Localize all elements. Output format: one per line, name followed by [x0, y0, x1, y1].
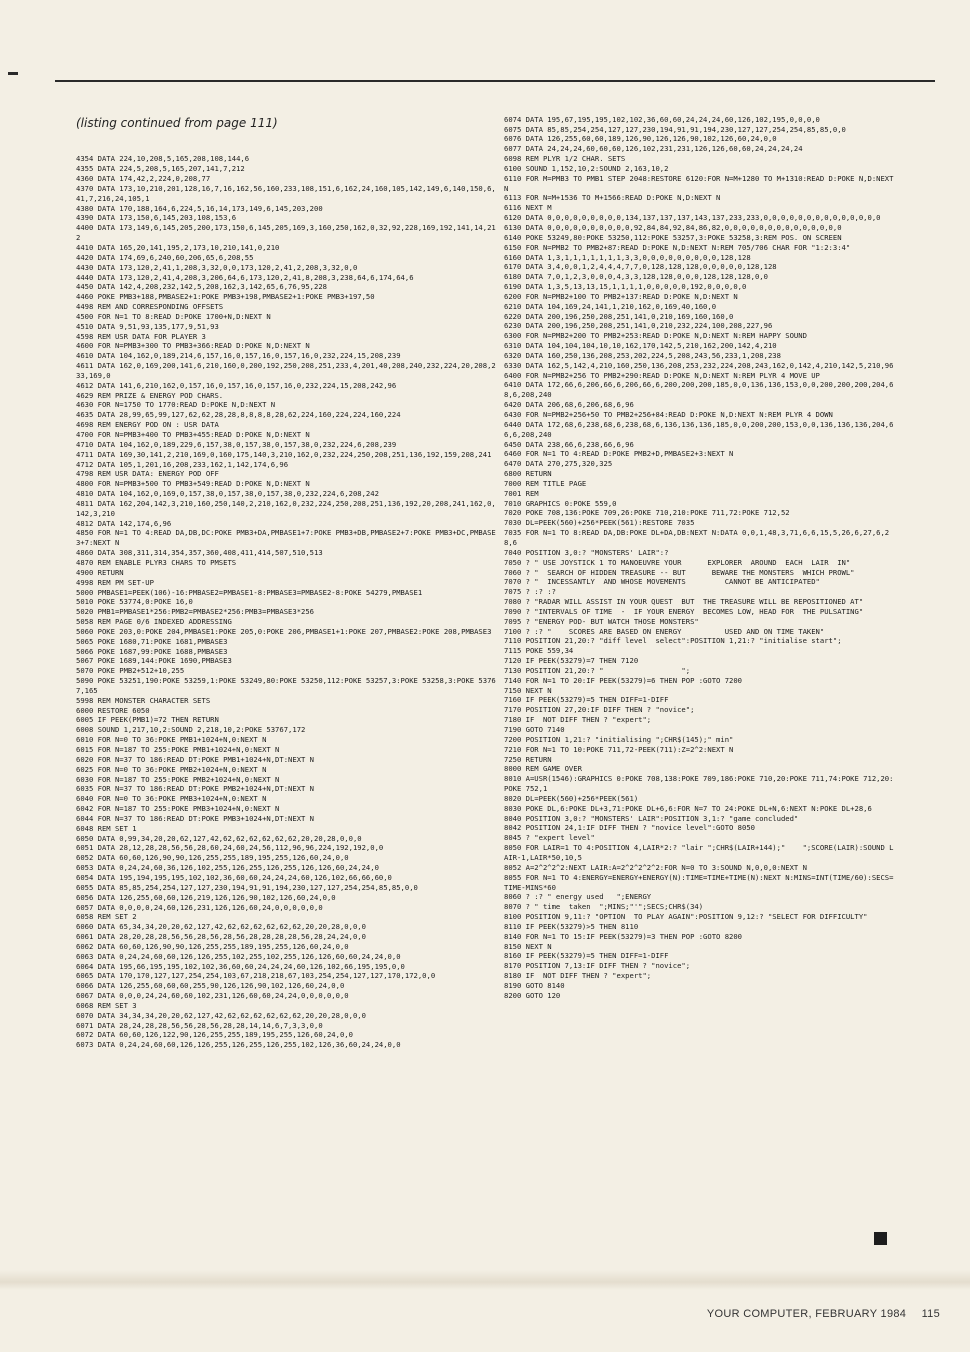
listing-line: 7001 REM: [504, 488, 539, 498]
listing-line: 7210 FOR N=1 TO 10:POKE 711,72-PEEK(711):Z=2^2:NEXT N: [504, 744, 734, 754]
listing-line: 5070 POKE PMB2+512+10,255: [76, 666, 185, 676]
listing-line: 8000 REM GAME OVER: [504, 764, 582, 774]
listing-line: 8100 POSITION 9,11:? "OPTION TO PLAY AGAIN":POSITION 9,12:? "SELECT FOR DIFFICULTY": [504, 912, 868, 922]
listing-line: 6400 FOR N=PMB2+256 TO PMB2+290:READ D:POKE N,D:NEXT N:REM PLYR 4 MOVE UP: [504, 370, 820, 380]
listing-line: 6064 DATA 195,66,195,195,102,102,36,60,60,24,24,24,60,126,102,66,195,195,0,0: [76, 961, 405, 971]
listing-line: 5090 POKE 53251,190:POKE 53259,1:POKE 53249,80:POKE 53250,112:POKE 53257,3:POKE 53258,3:POKE 53767,165: [76, 676, 496, 695]
left-lines: [76, 154, 496, 1050]
listing-line: 6160 DATA 1,3,1,1,1,1,1,1,1,3,3,0,0,0,0,0,0,0,0,0,128,128: [504, 252, 751, 262]
listing-line: 6057 DATA 0,0,0,0,24,60,126,231,126,126,60,24,0,0,0,0,0,0: [76, 902, 323, 912]
listing-line: 6074 DATA 195,67,195,195,102,102,36,60,60,24,24,24,60,126,102,195,0,0,0,0: [504, 114, 820, 124]
listing-line: 6800 RETURN: [504, 469, 552, 479]
listing-line: 6056 DATA 126,255,60,60,126,219,126,126,90,102,126,60,24,0,0: [76, 892, 336, 902]
listing-line: 6072 DATA 60,60,126,122,90,126,255,255,189,195,255,126,60,24,0,0: [76, 1030, 353, 1040]
listing-line: 7010 GRAPHICS 0:POKE 559,0: [504, 498, 617, 508]
listing-line: 8050 FOR LAIR=1 TO 4:POSITION 4,LAIR*2:? "lair ";CHR$(LAIR+144);" ";SCORE(LAIR):SOUND LAIR-1,LAIR*50,10,5: [504, 843, 894, 862]
listing-line: 6055 DATA 85,85,254,254,127,127,230,194,91,91,194,230,127,127,254,254,85,85,0,0: [76, 882, 418, 892]
listing-line: 6150 FOR N=PMB2 TO PMB2+87:READ D:POKE N,D:NEXT N:REM 705/706 CHAR FOR "1:2:3:4": [504, 242, 851, 252]
listing-line: 4400 DATA 173,149,6,145,205,200,173,150,6,145,205,169,3,160,250,162,0,32,92,228,169,192,141,14,212: [76, 223, 496, 243]
listing-line: 7120 IF PEEK(53279)=7 THEN 7120: [504, 656, 639, 666]
listing-line: 6430 FOR N=PMB2+256+50 TO PMB2+256+84:READ D:POKE N,D:NEXT N:REM PLYR 4 DOWN: [504, 410, 833, 419]
listing-line: 6068 REM SET 3: [76, 1000, 137, 1010]
listing-line: 4380 DATA 170,188,164,6,224,5,16,14,173,149,6,145,203,200: [76, 203, 323, 213]
listing-line: 7060 ? " SEARCH OF HIDDEN TREASURE -- BUT BEWARE THE MONSTERS WHICH PROWL": [504, 567, 855, 577]
listing-line: 6113 FOR N=M+1536 TO M+1566:READ D:POKE N,D:NEXT N: [504, 193, 721, 203]
listing-line: 5010 POKE 53774,0:POKE 16,0: [76, 597, 193, 607]
listing-line: 6130 DATA 0,0,0,0,0,0,0,0,0,0,92,84,84,92,84,86,82,0,0,0,0,0,0,0,0,0,0,0,0,0,0: [504, 222, 842, 232]
listing-line: 6110 FOR M=PMB3 TO PMB1 STEP 2048:RESTORE 6120:FOR N=M+1280 TO M+1310:READ D:POKE N,D:NEXT N: [504, 173, 898, 193]
listing-line: 8040 POSITION 3,0:? "MONSTERS' LAIR":POSITION 3,1:? "game concluded": [504, 813, 799, 823]
listing-line: 4510 DATA 9,51,93,135,177,9,51,93: [76, 321, 219, 331]
listing-line: 6065 DATA 170,170,127,127,254,254,103,67,218,218,67,103,254,254,127,127,170,172,0,0: [76, 971, 436, 981]
listing-line: 6053 DATA 0,24,24,60,36,126,102,255,126,255,126,255,126,126,60,24,24,0: [76, 863, 379, 873]
listing-line: 6063 DATA 0,24,24,60,60,126,126,255,102,255,102,255,126,126,60,60,24,24,0,0: [76, 951, 401, 961]
listing-line: 6190 DATA 1,3,5,13,13,15,1,1,1,1,0,0,0,0,0,192,0,0,0,0,0: [504, 282, 747, 292]
listing-line: 4635 DATA 28,99,65,99,127,62,62,28,28,8,8,8,8,28,62,224,160,224,224,160,224: [76, 410, 401, 420]
listing-line: 4360 DATA 174,42,2,224,0,208,77: [76, 174, 211, 184]
listing-line: 6170 DATA 3,4,0,0,1,2,4,4,4,7,7,0,128,128,128,0,0,0,0,0,128,128: [504, 262, 777, 272]
listing-line: 4420 DATA 174,69,6,240,60,206,65,6,208,55: [76, 252, 254, 262]
listing-line: 7160 IF PEEK(53279)=5 THEN DIFF=1-DIFF: [504, 695, 669, 705]
listing-line: 4860 DATA 308,311,314,354,357,360,408,411,414,507,510,513: [76, 548, 323, 558]
listing-line: 5066 POKE 1687,99:POKE 1688,PMBASE3: [76, 646, 228, 656]
end-of-listing-mark: [874, 1232, 887, 1245]
listing-line: 6052 DATA 60,60,126,90,90,126,255,255,189,195,255,126,60,24,0,0: [76, 853, 349, 863]
listing-line: 7150 NEXT N: [504, 685, 552, 695]
listing-line: 8030 POKE DL,6:POKE DL+3,71:POKE DL+6,6:FOR N=7 TO 24:POKE DL+N,6:NEXT N:POKE DL+28,6: [504, 803, 872, 813]
listing-line: 4712 DATA 105,1,201,16,208,233,162,1,142,174,6,96: [76, 459, 289, 469]
listing-line: 4354 DATA 224,10,208,5,165,208,108,144,6: [76, 154, 250, 164]
listing-line: 8150 NEXT N: [504, 941, 552, 951]
listing-line: 5060 POKE 203,0:POKE 204,PMBASE1:POKE 205,0:POKE 206,PMBASE1+1:POKE 207,PMBASE2:POKE 208,PMBASE3: [76, 626, 492, 636]
listing-line: 5000 PMBASE1=PEEK(106)-16:PMBASE2=PMBASE1-8:PMBASE3=PMBASE2-8:POKE 54279,PMBASE1: [76, 587, 423, 597]
listing-line: 6048 REM SET 1: [76, 823, 137, 833]
listing-line: 8042 POSITION 24,1:IF DIFF THEN ? "novice level":GOTO 8050: [504, 823, 755, 833]
listing-line: 4800 FOR N=PMB3+500 TO PMB3+549:READ D:POKE N,D:NEXT N: [76, 479, 310, 489]
listing-line: 7080 ? "RADAR WILL ASSIST IN YOUR QUEST BUT THE TREASURE WILL BE REPOSITIONED AT": [504, 597, 864, 607]
listing-line: 6000 RESTORE 6050: [76, 705, 150, 715]
listing-line: 6460 FOR N=1 TO 4:READ D:POKE PMB2+D,PMBASE2+3:NEXT N: [504, 449, 734, 459]
listing-line: 4812 DATA 142,174,6,96: [76, 518, 172, 528]
listing-line: 6008 SOUND 1,217,10,2:SOUND 2,218,10,2:POKE 53767,172: [76, 725, 306, 735]
listing-line: 4598 REM USR DATA FOR PLAYER 3: [76, 331, 206, 341]
listing-line: 6210 DATA 104,169,24,141,1,210,162,0,169,40,160,0: [504, 301, 717, 311]
listing-line: 6040 FOR N=0 TO 36:POKE PMB3+1024+N,0:NEXT N: [76, 794, 267, 804]
listing-line: 4611 DATA 162,0,169,200,141,6,210,160,0,200,192,250,208,251,233,4,201,40,208,240,232,224,20,208,233,169,0: [76, 361, 496, 380]
listing-line: 6010 FOR N=0 TO 36:POKE PMB1+1024+N,0:NEXT N: [76, 735, 267, 745]
listing-line: 6025 FOR N=0 TO 36:POKE PMB2+1024+N,0:NEXT N: [76, 764, 267, 774]
listing-line: 8055 FOR N=1 TO 4:ENERGY=ENERGY+ENERGY(N):TIME=TIME+TIME(N):NEXT N:MINS=INT(TIME/60):SECS=TIME-MINS*60: [504, 872, 894, 892]
listing-line: 7110 POSITION 21,20:? "diff level select":POSITION 1,21:? "initialise start";: [504, 636, 842, 646]
listing-line: 6470 DATA 270,275,320,325: [504, 459, 613, 469]
top-rule: [55, 80, 935, 82]
listing-line: 6051 DATA 28,12,28,28,56,56,28,60,24,60,24,56,112,96,96,224,192,192,0,0: [76, 843, 384, 853]
listing-line: 8052 A=2^2^2^2:NEXT LAIR:A=2^2^2^2^2:FOR N=0 TO 3:SOUND N,0,0,0:NEXT N: [504, 862, 807, 872]
listing-line: 6060 DATA 65,34,34,20,20,62,127,42,62,62,62,62,62,62,20,20,28,0,0,0: [76, 922, 366, 932]
listing-right-column: [504, 95, 896, 1020]
listing-line: 6310 DATA 104,104,104,10,10,162,170,142,5,210,162,200,142,4,210: [504, 341, 777, 351]
listing-line: 6005 IF PEEK(PMB1)=72 THEN RETURN: [76, 715, 219, 725]
listing-line: 6071 DATA 28,24,28,28,56,56,28,56,28,28,14,14,6,7,3,3,0,0: [76, 1020, 323, 1030]
listing-line: 4430 DATA 173,120,2,41,1,208,3,32,0,0,173,120,2,41,2,208,3,32,0,0: [76, 262, 358, 272]
listing-line: 4500 FOR N=1 TO 8:READ D:POKE 1700+N,D:NEXT N: [76, 311, 271, 321]
page-number: 115: [921, 1308, 940, 1320]
listing-line: 7140 FOR N=1 TO 20:IF PEEK(53279)=6 THEN POP :GOTO 7200: [504, 675, 742, 685]
listing-line: 6015 FOR N=187 TO 255:POKE PMB1+1024+N,0:NEXT N: [76, 745, 280, 754]
listing-line: 6116 NEXT M: [504, 203, 552, 213]
listing-line: 6044 FOR N=37 TO 186:READ DT:POKE PMB3+1024+N,DT:NEXT N: [76, 813, 314, 823]
listing-line: 8170 POSITION 7,13:IF DIFF THEN ? "novice";: [504, 961, 691, 971]
listing-line: 6050 DATA 0,99,34,20,20,62,127,42,62,62,62,62,62,62,20,20,28,0,0,0: [76, 833, 362, 843]
listing-line: 4811 DATA 162,204,142,3,210,160,250,140,2,210,162,0,232,224,250,208,251,136,192,20,208,241,162,0,142,3,210: [76, 498, 496, 518]
listing-line: 4612 DATA 141,6,210,162,0,157,16,0,157,16,0,157,16,0,232,224,15,208,242,96: [76, 380, 397, 390]
listing-line: 7180 IF NOT DIFF THEN ? "expert";: [504, 715, 652, 725]
listing-line: 4870 REM ENABLE PLYR3 CHARS TO PMSETS: [76, 557, 237, 567]
listing-line: 6180 DATA 7,0,1,2,3,0,0,0,4,3,3,128,128,0,0,0,128,128,128,0,0: [504, 272, 768, 282]
listing-line: 7035 FOR N=1 TO 8:READ DA,DB:POKE DL+DA,DB:NEXT N:DATA 0,0,1,48,3,71,6,6,15,5,26,6,27,6,28,6: [504, 528, 890, 547]
listing-line: 6220 DATA 200,196,250,208,251,141,0,210,169,160,160,0: [504, 311, 734, 321]
listing-line: 8010 A=USR(1546):GRAPHICS 0:POKE 708,138:POKE 709,186:POKE 710,20:POKE 711,74:POKE 712,20:POKE 752,1: [504, 774, 894, 794]
listing-line: 4629 REM PRIZE & ENERGY POD CHARS.: [76, 390, 224, 400]
listing-line: 6073 DATA 0,24,24,60,60,126,126,255,126,255,126,255,102,126,36,60,24,24,0,0: [76, 1040, 401, 1050]
listing-line: 4798 REM USR DATA: ENERGY POD OFF: [76, 469, 219, 479]
listing-line: 4810 DATA 104,162,0,169,0,157,38,0,157,38,0,157,38,0,232,224,6,208,242: [76, 489, 379, 499]
listing-line: 5998 REM MONSTER CHARACTER SETS: [76, 695, 211, 705]
listing-line: 7030 DL=PEEK(560)+256*PEEK(561):RESTORE 7035: [504, 518, 695, 528]
listing-line: 4711 DATA 169,30,141,2,210,169,0,160,175,140,3,210,162,0,232,224,250,208,251,136,192,159,208,241: [76, 449, 492, 459]
listing-line: 6076 DATA 126,255,60,60,189,126,90,126,126,90,102,126,60,24,0,0: [504, 134, 777, 144]
paper-tear: [0, 1270, 970, 1290]
continued-note: (listing continued from page 111): [76, 115, 278, 130]
listing-line: 7070 ? " INCESSANTLY AND WHOSE MOVEMENTS CANNOT BE ANTICIPATED": [504, 577, 820, 587]
listing-line: 6098 REM PLYR 1/2 CHAR. SETS: [504, 154, 626, 164]
listing-line: 8110 IF PEEK(53279)>5 THEN 8110: [504, 921, 639, 931]
listing-line: 4610 DATA 104,162,0,189,214,6,157,16,0,157,16,0,157,16,0,232,224,15,208,239: [76, 351, 401, 361]
publication-name: YOUR COMPUTER, FEBRUARY 1984: [706, 1308, 907, 1320]
listing-line: 6330 DATA 162,5,142,4,210,160,250,136,208,253,232,224,208,243,162,0,142,4,210,142,5,210,96: [504, 360, 894, 370]
listing-line: 6030 FOR N=187 TO 255:POKE PMB2+1024+N,0:NEXT N: [76, 774, 280, 784]
listing-line: 4850 FOR N=1 TO 4:READ DA,DB,DC:POKE PMB3+DA,PMBASE1+7:POKE PMB3+DB,PMBASE2+7:POKE PMB3+DC,PMBASE3+7:NEXT N: [76, 528, 496, 548]
listing-line: 6320 DATA 160,250,136,208,253,202,224,5,208,243,56,233,1,208,238: [504, 350, 781, 360]
listing-line: 6300 FOR N=PMB2+200 TO PMB2+253:READ D:POKE N,D:NEXT N:REM HAPPY SOUND: [504, 331, 807, 341]
listing-line: 6100 SOUND 1,152,10,2:SOUND 2,163,10,2: [504, 163, 669, 173]
listing-line: 4630 FOR N=1750 TO 1770:READ D:POKE N,D:NEXT N: [76, 400, 276, 410]
listing-line: 6140 POKE 53249,80:POKE 53250,112:POKE 53257,3:POKE 53258,3:REM POS. ON SCREEN: [504, 232, 842, 242]
listing-line: 7100 ? :? " SCORES ARE BASED ON ENERGY USED AND ON TIME TAKEN": [504, 626, 825, 636]
listing-line: 4698 REM ENERGY POD ON : USR DATA: [76, 420, 219, 430]
listing-line: 4460 POKE PMB3+188,PMBASE2+1:POKE PMB3+198,PMBASE2+1:POKE PMB3+197,50: [76, 292, 375, 302]
listing-line: 7200 POSITION 1,21:? "initialising ";CHR$(145);" min": [504, 734, 734, 744]
listing-line: 8060 ? :? " energy used ";ENERGY: [504, 892, 652, 902]
listing-line: 8070 ? " time taken ";MINS;"'";SECS;CHR$(34): [504, 902, 704, 912]
listing-line: 4440 DATA 173,120,2,41,4,208,3,206,64,6,173,120,2,41,8,208,3,238,64,6,174,64,6: [76, 272, 414, 282]
listing-line: 8190 GOTO 8140: [504, 980, 565, 990]
right-lines: [504, 115, 896, 1001]
listing-line: 6035 FOR N=37 TO 186:READ DT:POKE PMB2+1024+N,DT:NEXT N: [76, 784, 314, 794]
listing-line: 4710 DATA 104,162,0,189,229,6,157,38,0,157,38,0,157,38,0,232,224,6,208,239: [76, 439, 397, 449]
listing-line: 4600 FOR N=PMB3+300 TO PMB3+366:READ D:POKE N,D:NEXT N: [76, 341, 310, 351]
listing-line: 6067 DATA 0,0,0,24,24,60,60,102,231,126,60,60,24,24,0,0,0,0,0,0: [76, 991, 349, 1001]
listing-line: 7075 ? :? :?: [504, 587, 556, 597]
listing-left-column: [76, 95, 496, 1070]
listing-line: 8180 IF NOT DIFF THEN ? "expert";: [504, 971, 652, 981]
listing-line: 8045 ? "expert level": [504, 833, 595, 843]
listing-line: 4998 REM PM SET-UP: [76, 577, 154, 587]
listing-line: 6120 DATA 0,0,0,0,0,0,0,0,0,134,137,137,137,143,137,233,233,0,0,0,0,0,0,0,0,0,0,0,0,0,0: [504, 213, 881, 223]
listing-line: 4450 DATA 142,4,208,232,142,5,208,162,3,142,65,6,76,95,228: [76, 282, 327, 292]
listing-line: 7040 POSITION 3,0:? "MONSTERS' LAIR":?: [504, 547, 669, 557]
listing-line: 4498 REM AND CORRESPONDING OFFSETS: [76, 302, 224, 312]
page-footer: [695, 1308, 940, 1320]
listing-line: 6042 FOR N=187 TO 255:POKE PMB3+1024+N,0:NEXT N: [76, 804, 280, 814]
listing-line: 7020 POKE 708,136:POKE 709,26:POKE 710,210:POKE 711,72:POKE 712,52: [504, 508, 790, 518]
listing-line: 6077 DATA 24,24,24,60,60,60,126,102,231,231,126,126,60,60,24,24,24,24: [504, 144, 803, 154]
listing-line: 6410 DATA 172,66,6,206,66,6,206,66,6,200,200,200,185,0,0,136,136,153,0,0,200,200,200,204,68,6,208,240: [504, 380, 894, 400]
listing-line: 8160 IF PEEK(53279)=5 THEN DIFF=1-DIFF: [504, 951, 669, 961]
margin-mark: [8, 72, 18, 75]
listing-line: 6058 REM SET 2: [76, 912, 137, 922]
listing-line: 6070 DATA 34,34,34,20,20,62,127,42,62,62,62,62,62,62,20,20,28,0,0,0: [76, 1010, 366, 1020]
listing-line: 5058 REM PAGE 0/6 INDEXED ADDRESSING: [76, 617, 232, 627]
listing-line: 5067 POKE 1689,144:POKE 1690,PMBASE3: [76, 656, 232, 666]
listing-line: 5020 PMB1=PMBASE1*256:PMB2=PMBASE2*256:PMB3=PMBASE3*256: [76, 607, 314, 617]
listing-line: 4700 FOR N=PMB3+400 TO PMB3+455:READ D:POKE N,D:NEXT N: [76, 430, 310, 439]
listing-line: 6440 DATA 172,68,6,238,68,6,238,68,6,136,136,136,185,0,0,200,200,153,0,0,136,136,136,204,66,6,208,240: [504, 419, 894, 439]
listing-line: 7190 GOTO 7140: [504, 725, 565, 734]
listing-line: 4410 DATA 165,20,141,195,2,173,10,210,141,0,210: [76, 242, 280, 252]
listing-line: 7130 POSITION 21,20:? " ";: [504, 665, 691, 675]
listing-line: 8140 FOR N=1 TO 15:IF PEEK(53279)=3 THEN POP :GOTO 8200: [504, 931, 742, 941]
listing-line: 8020 DL=PEEK(560)+256*PEEK(561): [504, 793, 639, 803]
listing-line: 4370 DATA 173,10,210,201,128,16,7,16,162,56,160,233,108,151,6,162,24,160,105,142,149,6,140,150,6,41,7,216,24,105,1: [76, 183, 496, 203]
listing-line: 7115 POKE 559,34: [504, 646, 574, 656]
listing-line: 6054 DATA 195,194,195,195,102,102,36,60,60,24,24,24,60,126,102,66,66,60,0: [76, 872, 392, 882]
listing-line: 4390 DATA 173,150,6,145,203,108,153,6: [76, 213, 237, 223]
listing-line: 6200 FOR N=PMB2+100 TO PMB2+137:READ D:POKE N,D:NEXT N: [504, 291, 738, 301]
listing-line: 6066 DATA 126,255,60,60,60,255,90,126,126,90,102,126,60,24,0,0: [76, 981, 345, 991]
listing-line: 5065 POKE 1680,71:POKE 1681,PMBASE3: [76, 636, 228, 646]
listing-line: 7050 ? " USE JOYSTICK 1 TO MANOEUVRE YOUR EXPLORER AROUND EACH LAIR IN": [504, 557, 851, 567]
listing-line: 7250 RETURN: [504, 754, 552, 764]
listing-line: 7170 POSITION 27,20:IF DIFF THEN ? "novice";: [504, 705, 695, 715]
listing-line: 6020 FOR N=37 TO 186:READ DT:POKE PMB1+1024+N,DT:NEXT N: [76, 754, 314, 764]
listing-line: 6420 DATA 206,68,6,206,68,6,96: [504, 400, 634, 410]
listing-line: 6075 DATA 85,85,254,254,127,127,230,194,91,91,194,230,127,127,254,254,85,85,0,0: [504, 124, 846, 134]
listing-line: 6230 DATA 200,196,250,208,251,141,0,210,232,224,100,208,227,96: [504, 321, 773, 331]
listing-line: 8200 GOTO 120: [504, 990, 561, 1000]
listing-line: 4900 RETURN: [76, 567, 124, 577]
listing-line: 7000 REM TITLE PAGE: [504, 478, 587, 488]
listing-line: 6450 DATA 238,66,6,238,66,6,96: [504, 439, 634, 449]
listing-line: 7090 ? "INTERVALS OF TIME - IF YOUR ENERGY BECOMES LOW, HEAD FOR THE PULSATING": [504, 606, 864, 616]
listing-line: 6062 DATA 60,60,126,90,90,126,255,255,189,195,255,126,60,24,0,0: [76, 941, 349, 951]
listing-line: 6061 DATA 28,20,28,28,56,56,28,56,28,56,28,28,28,28,56,28,24,24,0,0: [76, 932, 366, 942]
listing-line: 7095 ? "ENERGY POD- BUT WATCH THOSE MONSTERS": [504, 616, 699, 626]
listing-line: 4355 DATA 224,5,208,5,165,207,141,7,212: [76, 164, 245, 174]
